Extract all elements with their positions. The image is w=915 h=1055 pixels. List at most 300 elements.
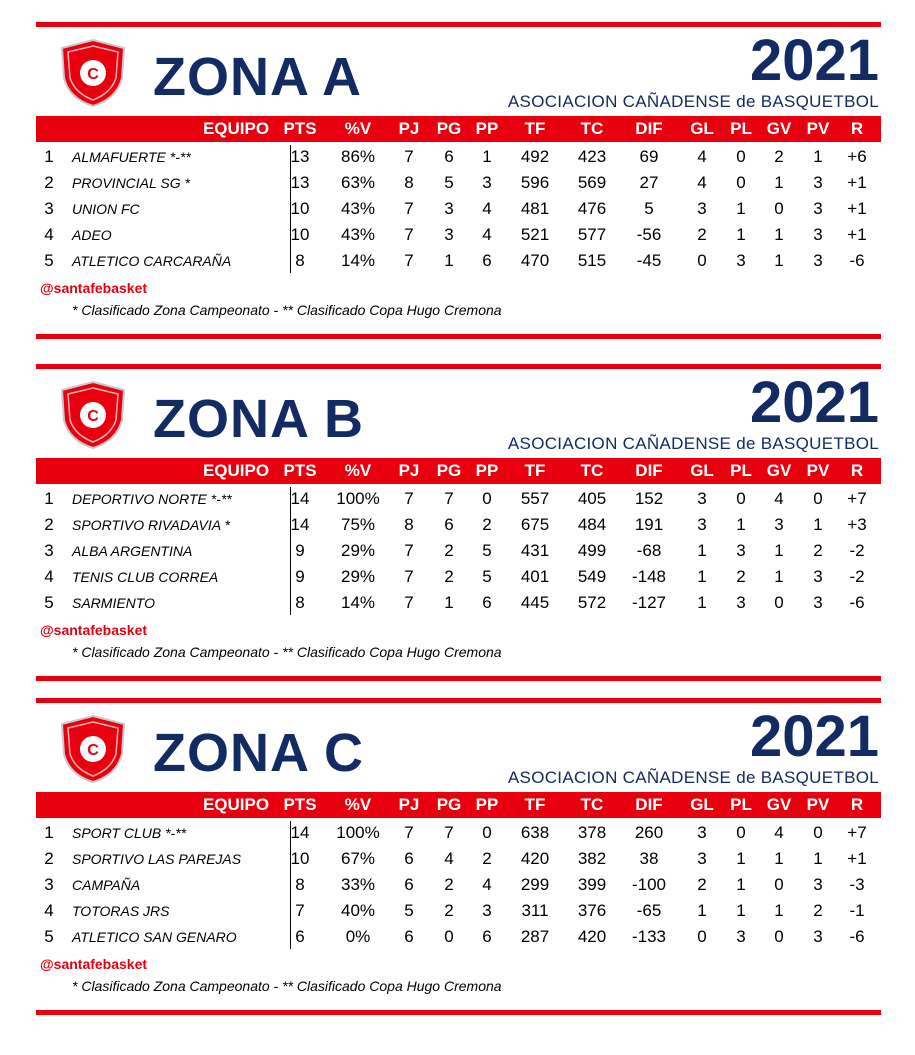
cell-pj: 7 (404, 541, 414, 560)
cell-pg: 2 (444, 901, 454, 920)
cell-pp: 4 (482, 225, 492, 244)
cell-pg: 4 (444, 849, 454, 868)
cell-tf: 557 (520, 489, 550, 508)
cell-r: +1 (847, 173, 867, 192)
cell-pg: 0 (444, 927, 454, 946)
cell-r: -2 (849, 567, 865, 586)
cell-tf: 445 (520, 593, 550, 612)
position: 1 (44, 823, 54, 842)
cell-pv_pct: 63% (340, 173, 376, 192)
cell-pl: 1 (736, 225, 746, 244)
table-row (36, 144, 881, 170)
cell-tc: 376 (577, 901, 607, 920)
standings-table (36, 144, 881, 274)
cell-pl: 3 (736, 541, 746, 560)
table-row (36, 486, 881, 512)
club-shield-icon (60, 38, 126, 108)
cell-pl: 1 (736, 849, 746, 868)
cell-pp: 5 (482, 541, 492, 560)
cell-r: -6 (849, 593, 865, 612)
team-name: DEPORTIVO NORTE *-** (72, 491, 232, 507)
cell-pv_pct: 29% (340, 541, 376, 560)
cell-gl: 1 (697, 541, 707, 560)
cell-tc: 420 (577, 927, 607, 946)
cell-pg: 2 (444, 875, 454, 894)
position: 5 (44, 927, 54, 946)
cell-tf: 675 (520, 515, 550, 534)
cell-dif: 69 (639, 147, 659, 166)
cell-pvis: 3 (813, 567, 823, 586)
cell-gl: 1 (697, 567, 707, 586)
cell-pg: 3 (444, 199, 454, 218)
zone-panel (0, 22, 915, 352)
team-name: SPORTIVO RIVADAVIA * (72, 517, 230, 533)
club-shield-icon (60, 380, 126, 450)
cell-pv_pct: 14% (340, 251, 376, 270)
cell-r: -6 (849, 251, 865, 270)
cell-pvis: 3 (813, 199, 823, 218)
header-gl: GL (690, 461, 714, 480)
cell-gl: 3 (697, 515, 707, 534)
header-pl: PL (730, 119, 752, 138)
cell-tc: 572 (577, 593, 607, 612)
cell-pl: 2 (736, 567, 746, 586)
cell-gl: 3 (697, 199, 707, 218)
cell-pj: 7 (404, 489, 414, 508)
cell-tc: 515 (577, 251, 607, 270)
cell-pvis: 2 (813, 901, 823, 920)
cell-pts: 7 (295, 901, 305, 920)
cell-pts: 10 (290, 225, 310, 244)
cell-pl: 1 (736, 875, 746, 894)
team-name: PROVINCIAL SG * (72, 175, 191, 191)
position: 4 (44, 225, 54, 244)
cell-pl: 0 (736, 147, 746, 166)
cell-pv_pct: 100% (336, 489, 380, 508)
cell-gv: 0 (774, 593, 784, 612)
team-name: SPORTIVO LAS PAREJAS (72, 851, 242, 867)
header-gl: GL (690, 795, 714, 814)
cell-pp: 5 (482, 567, 492, 586)
cell-tc: 378 (577, 823, 607, 842)
cell-pg: 1 (444, 251, 454, 270)
svg-text:C: C (87, 742, 99, 759)
header-pl: PL (730, 795, 752, 814)
cell-gv: 1 (774, 251, 784, 270)
cell-tf: 287 (520, 927, 550, 946)
cell-pv_pct: 100% (336, 823, 380, 842)
cell-gl: 3 (697, 849, 707, 868)
bottom-divider (36, 676, 881, 681)
team-name: TENIS CLUB CORREA (72, 569, 219, 585)
association-name: ASOCIACION CAÑADENSE de BASQUETBOL (507, 768, 879, 787)
cell-pts: 6 (295, 927, 305, 946)
social-handle: @santafebasket (40, 956, 148, 972)
top-divider (36, 364, 881, 369)
position: 1 (44, 489, 54, 508)
table-row (36, 196, 881, 222)
table-row (36, 248, 881, 274)
social-handle: @santafebasket (40, 280, 148, 296)
cell-pj: 6 (404, 849, 414, 868)
header-pl: PL (730, 461, 752, 480)
cell-pvis: 2 (813, 541, 823, 560)
cell-tc: 484 (577, 515, 607, 534)
season-year: 2021 (749, 370, 879, 435)
header-pp: PP (475, 795, 499, 814)
cell-tf: 596 (520, 173, 550, 192)
bottom-divider (36, 334, 881, 339)
position: 4 (44, 567, 54, 586)
cell-gv: 0 (774, 199, 784, 218)
cell-pl: 3 (736, 927, 746, 946)
cell-pv_pct: 67% (340, 849, 376, 868)
cell-pl: 0 (736, 489, 746, 508)
team-name: ALMAFUERTE *-** (72, 149, 191, 165)
cell-pp: 6 (482, 251, 492, 270)
team-name: TOTORAS JRS (72, 903, 170, 919)
header-pct-v: %V (344, 795, 372, 814)
header-pv: PV (806, 795, 830, 814)
cell-tc: 399 (577, 875, 607, 894)
position: 4 (44, 901, 54, 920)
cell-tc: 405 (577, 489, 607, 508)
svg-text:C: C (87, 66, 99, 83)
cell-pv_pct: 14% (340, 593, 376, 612)
cell-pg: 3 (444, 225, 454, 244)
cell-gv: 2 (774, 147, 784, 166)
header-dif: DIF (635, 795, 663, 814)
top-divider (36, 698, 881, 703)
cell-dif: 260 (634, 823, 664, 842)
cell-pp: 3 (482, 173, 492, 192)
position: 2 (44, 173, 54, 192)
cell-gv: 1 (774, 541, 784, 560)
cell-pl: 1 (736, 901, 746, 920)
cell-pvis: 3 (813, 173, 823, 192)
cell-gl: 3 (697, 489, 707, 508)
cell-pvis: 1 (813, 147, 823, 166)
cell-r: -3 (849, 875, 865, 894)
header-r: R (850, 119, 864, 138)
cell-pv_pct: 86% (340, 147, 376, 166)
header-tc: TC (580, 461, 604, 480)
cell-gv: 0 (774, 875, 784, 894)
cell-pvis: 3 (813, 593, 823, 612)
table-row (36, 538, 881, 564)
cell-gl: 1 (697, 901, 707, 920)
cell-pts: 10 (290, 199, 310, 218)
cell-pvis: 0 (813, 823, 823, 842)
cell-pv_pct: 43% (340, 225, 376, 244)
top-divider (36, 22, 881, 27)
cell-r: +1 (847, 199, 867, 218)
cell-pp: 2 (482, 849, 492, 868)
cell-pj: 6 (404, 875, 414, 894)
cell-pj: 7 (404, 147, 414, 166)
cell-pts: 14 (290, 823, 310, 842)
cell-dif: 152 (634, 489, 664, 508)
association-name: ASOCIACION CAÑADENSE de BASQUETBOL (507, 92, 879, 111)
cell-tf: 401 (520, 567, 550, 586)
header-pts: PTS (283, 461, 317, 480)
cell-pvis: 1 (813, 515, 823, 534)
cell-dif: -148 (631, 567, 667, 586)
team-name: ALBA ARGENTINA (72, 543, 193, 559)
header-equipo: EQUIPO (202, 795, 270, 814)
header-tf: TF (524, 795, 546, 814)
bottom-divider (36, 1010, 881, 1015)
cell-pv_pct: 43% (340, 199, 376, 218)
position: 5 (44, 251, 54, 270)
header-tc: TC (580, 119, 604, 138)
cell-r: +7 (847, 823, 867, 842)
cell-tf: 431 (520, 541, 550, 560)
cell-gl: 4 (697, 147, 707, 166)
standings-table (36, 820, 881, 950)
zone-panel (0, 364, 915, 694)
cell-r: +1 (847, 225, 867, 244)
cell-tf: 470 (520, 251, 550, 270)
header-pp: PP (475, 119, 499, 138)
cell-gl: 3 (697, 823, 707, 842)
cell-pg: 6 (444, 515, 454, 534)
cell-pvis: 0 (813, 489, 823, 508)
cell-pl: 1 (736, 199, 746, 218)
cell-pg: 7 (444, 489, 454, 508)
cell-gl: 2 (697, 225, 707, 244)
cell-r: +1 (847, 849, 867, 868)
cell-pts: 10 (290, 849, 310, 868)
position: 3 (44, 875, 54, 894)
cell-dif: -45 (636, 251, 662, 270)
cell-gv: 4 (774, 823, 784, 842)
cell-pp: 2 (482, 515, 492, 534)
header-r: R (850, 461, 864, 480)
cell-pp: 6 (482, 593, 492, 612)
cell-pj: 7 (404, 199, 414, 218)
cell-dif: 5 (644, 199, 654, 218)
header-pct-v: %V (344, 461, 372, 480)
cell-pj: 7 (404, 593, 414, 612)
cell-gl: 0 (697, 927, 707, 946)
cell-pl: 0 (736, 823, 746, 842)
cell-pg: 7 (444, 823, 454, 842)
cell-tc: 382 (577, 849, 607, 868)
cell-gv: 1 (774, 901, 784, 920)
cell-pv_pct: 29% (340, 567, 376, 586)
cell-pvis: 3 (813, 251, 823, 270)
table-row (36, 898, 881, 924)
position: 3 (44, 199, 54, 218)
association-name: ASOCIACION CAÑADENSE de BASQUETBOL (507, 434, 879, 453)
cell-tc: 476 (577, 199, 607, 218)
header-pg: PG (436, 795, 462, 814)
cell-pl: 0 (736, 173, 746, 192)
position: 3 (44, 541, 54, 560)
cell-gv: 1 (774, 225, 784, 244)
cell-tc: 499 (577, 541, 607, 560)
team-name: ADEO (72, 227, 112, 243)
cell-pj: 8 (404, 515, 414, 534)
cell-pts: 8 (295, 593, 305, 612)
header-equipo: EQUIPO (202, 461, 270, 480)
cell-pp: 6 (482, 927, 492, 946)
season-year: 2021 (749, 704, 879, 769)
table-header (36, 792, 881, 818)
cell-pts: 8 (295, 251, 305, 270)
cell-tf: 311 (521, 901, 549, 920)
cell-pv_pct: 75% (340, 515, 376, 534)
position: 5 (44, 593, 54, 612)
header-pv: PV (806, 461, 830, 480)
header-gv: GV (766, 795, 792, 814)
cell-tc: 549 (577, 567, 607, 586)
cell-gv: 1 (774, 173, 784, 192)
zone-title: ZONA A (153, 47, 362, 107)
table-row (36, 222, 881, 248)
team-name: SARMIENTO (72, 595, 155, 611)
cell-pts: 8 (295, 875, 305, 894)
cell-pp: 4 (482, 875, 492, 894)
cell-dif: 191 (634, 515, 664, 534)
cell-gv: 3 (774, 515, 784, 534)
table-row (36, 846, 881, 872)
cell-tf: 299 (520, 875, 550, 894)
cell-pg: 5 (444, 173, 454, 192)
cell-pts: 9 (295, 567, 305, 586)
header-tc: TC (580, 795, 604, 814)
club-shield-icon (60, 714, 126, 784)
team-name: ATLETICO SAN GENARO (72, 929, 237, 945)
table-row (36, 872, 881, 898)
cell-gl: 2 (697, 875, 707, 894)
position: 2 (44, 849, 54, 868)
team-name: UNION FC (72, 201, 140, 217)
cell-pj: 8 (404, 173, 414, 192)
cell-r: +6 (847, 147, 867, 166)
table-header (36, 458, 881, 484)
header-pct-v: %V (344, 119, 372, 138)
team-name: CAMPAÑA (72, 877, 141, 893)
cell-pj: 5 (404, 901, 414, 920)
cell-tf: 492 (520, 147, 550, 166)
team-name: SPORT CLUB *-** (72, 825, 187, 841)
cell-dif: -100 (631, 875, 667, 894)
header-pv: PV (806, 119, 830, 138)
cell-pts: 9 (295, 541, 305, 560)
table-row (36, 924, 881, 950)
cell-tf: 638 (520, 823, 550, 842)
social-handle: @santafebasket (40, 622, 148, 638)
cell-r: -1 (849, 901, 865, 920)
header-tf: TF (524, 461, 546, 480)
cell-pp: 3 (482, 901, 492, 920)
season-year: 2021 (749, 28, 879, 93)
cell-pv_pct: 40% (340, 901, 376, 920)
cell-pg: 2 (444, 541, 454, 560)
cell-pj: 7 (404, 567, 414, 586)
header-pts: PTS (283, 119, 317, 138)
header-gl: GL (690, 119, 714, 138)
cell-tf: 481 (520, 199, 550, 218)
header-pj: PJ (398, 461, 420, 480)
cell-dif: -56 (636, 225, 662, 244)
cell-pp: 1 (482, 147, 492, 166)
cell-pl: 1 (736, 515, 746, 534)
header-equipo: EQUIPO (202, 119, 270, 138)
cell-dif: 38 (639, 849, 659, 868)
cell-r: -6 (849, 927, 865, 946)
cell-tf: 521 (520, 225, 550, 244)
header-r: R (850, 795, 864, 814)
cell-pp: 4 (482, 199, 492, 218)
cell-pvis: 3 (813, 875, 823, 894)
cell-dif: -133 (631, 927, 667, 946)
cell-pvis: 3 (813, 225, 823, 244)
cell-pl: 3 (736, 593, 746, 612)
header-gv: GV (766, 461, 792, 480)
cell-pl: 3 (736, 251, 746, 270)
footnote: * Clasificado Zona Campeonato - ** Clasificado Copa Hugo Cremona (72, 644, 502, 660)
cell-gv: 1 (774, 567, 784, 586)
cell-pp: 0 (482, 489, 492, 508)
header-gv: GV (766, 119, 792, 138)
cell-pv_pct: 0% (345, 927, 371, 946)
cell-pg: 6 (444, 147, 454, 166)
position: 2 (44, 515, 54, 534)
footnote: * Clasificado Zona Campeonato - ** Clasificado Copa Hugo Cremona (72, 978, 502, 994)
cell-dif: -127 (631, 593, 667, 612)
header-pts: PTS (283, 795, 317, 814)
zone-title: ZONA C (153, 723, 364, 783)
cell-gv: 1 (774, 849, 784, 868)
cell-dif: -65 (636, 901, 662, 920)
cell-pg: 1 (444, 593, 454, 612)
cell-pp: 0 (482, 823, 492, 842)
cell-pj: 7 (404, 251, 414, 270)
position: 1 (44, 147, 54, 166)
header-pp: PP (475, 461, 499, 480)
cell-pts: 13 (290, 147, 310, 166)
cell-gl: 4 (697, 173, 707, 192)
cell-tc: 577 (577, 225, 607, 244)
cell-pvis: 3 (813, 927, 823, 946)
svg-text:C: C (87, 408, 99, 425)
cell-dif: -68 (636, 541, 662, 560)
header-pg: PG (436, 461, 462, 480)
table-row (36, 512, 881, 538)
table-row (36, 564, 881, 590)
cell-pj: 7 (404, 225, 414, 244)
header-dif: DIF (635, 119, 663, 138)
zone-panel (0, 698, 915, 1028)
cell-pj: 7 (404, 823, 414, 842)
header-tf: TF (524, 119, 546, 138)
table-row (36, 820, 881, 846)
cell-tc: 423 (577, 147, 607, 166)
header-pj: PJ (398, 119, 420, 138)
header-dif: DIF (635, 461, 663, 480)
cell-pts: 14 (290, 515, 310, 534)
header-pg: PG (436, 119, 462, 138)
cell-tc: 569 (577, 173, 607, 192)
cell-r: +7 (847, 489, 867, 508)
table-row (36, 590, 881, 616)
header-pj: PJ (398, 795, 420, 814)
cell-pvis: 1 (813, 849, 823, 868)
cell-gl: 0 (697, 251, 707, 270)
